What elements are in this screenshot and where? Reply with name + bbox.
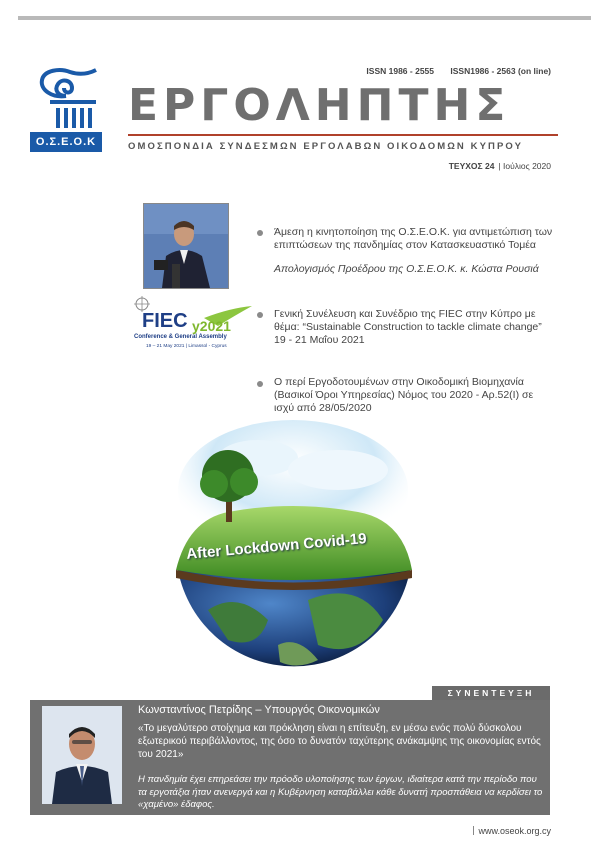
fiec-word: FIEC xyxy=(142,310,188,332)
issue-number: ΤΕΥΧΟΣ 24 xyxy=(448,161,495,171)
item-2-text: Γενική Συνέλευση και Συνέδριο της FIEC στην Κύπρο με θέμα: “Sustainable Construction to tackle climate change” 19 - 21 Μαΐου 2021 xyxy=(274,308,542,346)
minister-photo xyxy=(42,706,122,804)
speaker-portrait xyxy=(144,204,228,288)
bullet-icon xyxy=(254,378,266,390)
fiec-logo xyxy=(130,296,255,358)
issn-print: ISSN 1986 - 2555 xyxy=(366,66,434,76)
bullet-icon xyxy=(254,309,266,321)
issn-numbers xyxy=(352,66,551,76)
issn-online: ISSN1986 - 2563 (on line) xyxy=(450,66,551,76)
top-rule xyxy=(18,16,591,20)
item-1-subtext: Απολογισμός Προέδρου της Ο.Σ.Ε.Ο.Κ. κ. Κώστα Ρουσιά xyxy=(274,263,539,275)
president-photo xyxy=(143,203,229,289)
oseok-logo xyxy=(30,66,102,152)
fiec-year: y2021 xyxy=(192,318,231,334)
item-3-text: Ο περί Εργοδοτουμένων στην Οικοδομική Βιομηχανία (Βασικοί Όροι Υπηρεσίας) Νόμος του 2020 - Αρ.52(Ι) σε ισχύ από 28/05/2020 xyxy=(274,376,534,414)
interview-body: Η πανδημία έχει επηρεάσει την πρόοδο υλοποίησης των έργων, ιδιαίτερα κατά την περίοδο που τα εργοτάξια ήταν ανενεργά και η Κυβέρνηση καταβάλλει κάθε δυνατή προσπάθεια να κερδίσει το «χαμένο» έδαφος. xyxy=(138,774,543,810)
masthead-rule xyxy=(128,134,558,136)
website-link[interactable]: www.oseok.org.cy xyxy=(473,826,551,836)
fiec-subtitle: Conference & General Assembly xyxy=(134,334,227,340)
cover-caption: After Lockdown Covid-19 xyxy=(185,530,368,563)
minister-portrait xyxy=(42,706,122,804)
column-spiral-icon xyxy=(30,66,102,130)
issue-date: | Ιούλιος 2020 xyxy=(498,161,551,171)
fiec-date: 19 – 21 May 2021 | Limassol - Cyprus xyxy=(146,344,227,349)
item-1-text: Άμεση η κινητοποίηση της Ο.Σ.Ε.Ο.Κ. για αντιμετώπιση των επιπτώσεων της πανδημίας στον Κατασκευαστικό Τομέα xyxy=(274,226,553,251)
bullet-icon xyxy=(254,227,266,239)
logo-text: Ο.Σ.Ε.Ο.Κ xyxy=(30,132,102,152)
interview-quote: «Το μεγαλύτερο στοίχημα και πρόκληση είναι η επίτευξη, εν μέσω ενός πολύ δύσκολου εξωτερικού περιβάλλοντος, της όσο το δυνατόν ταχύτερης ανάκαμψης της οικονομίας εντός του 2021» xyxy=(138,723,541,760)
masthead-subtitle: ΟΜΟΣΠΟΝΔΙΑ ΣΥΝΔΕΣΜΩΝ ΕΡΓΟΛΑΒΩΝ ΟΙΚΟΔΟΜΩΝ ΚΥΠΡΟΥ xyxy=(128,141,524,152)
masthead-title: ΕΡΓΟΛΗΠΤΗΣ xyxy=(128,80,511,131)
issue-info xyxy=(449,161,551,171)
interview-tag: ΣΥΝΕΝΤΕΥΞΗ xyxy=(432,686,550,700)
interviewee-name: Κωνσταντίνος Πετρίδης – Υπουργός Οικονομικών xyxy=(138,704,380,716)
